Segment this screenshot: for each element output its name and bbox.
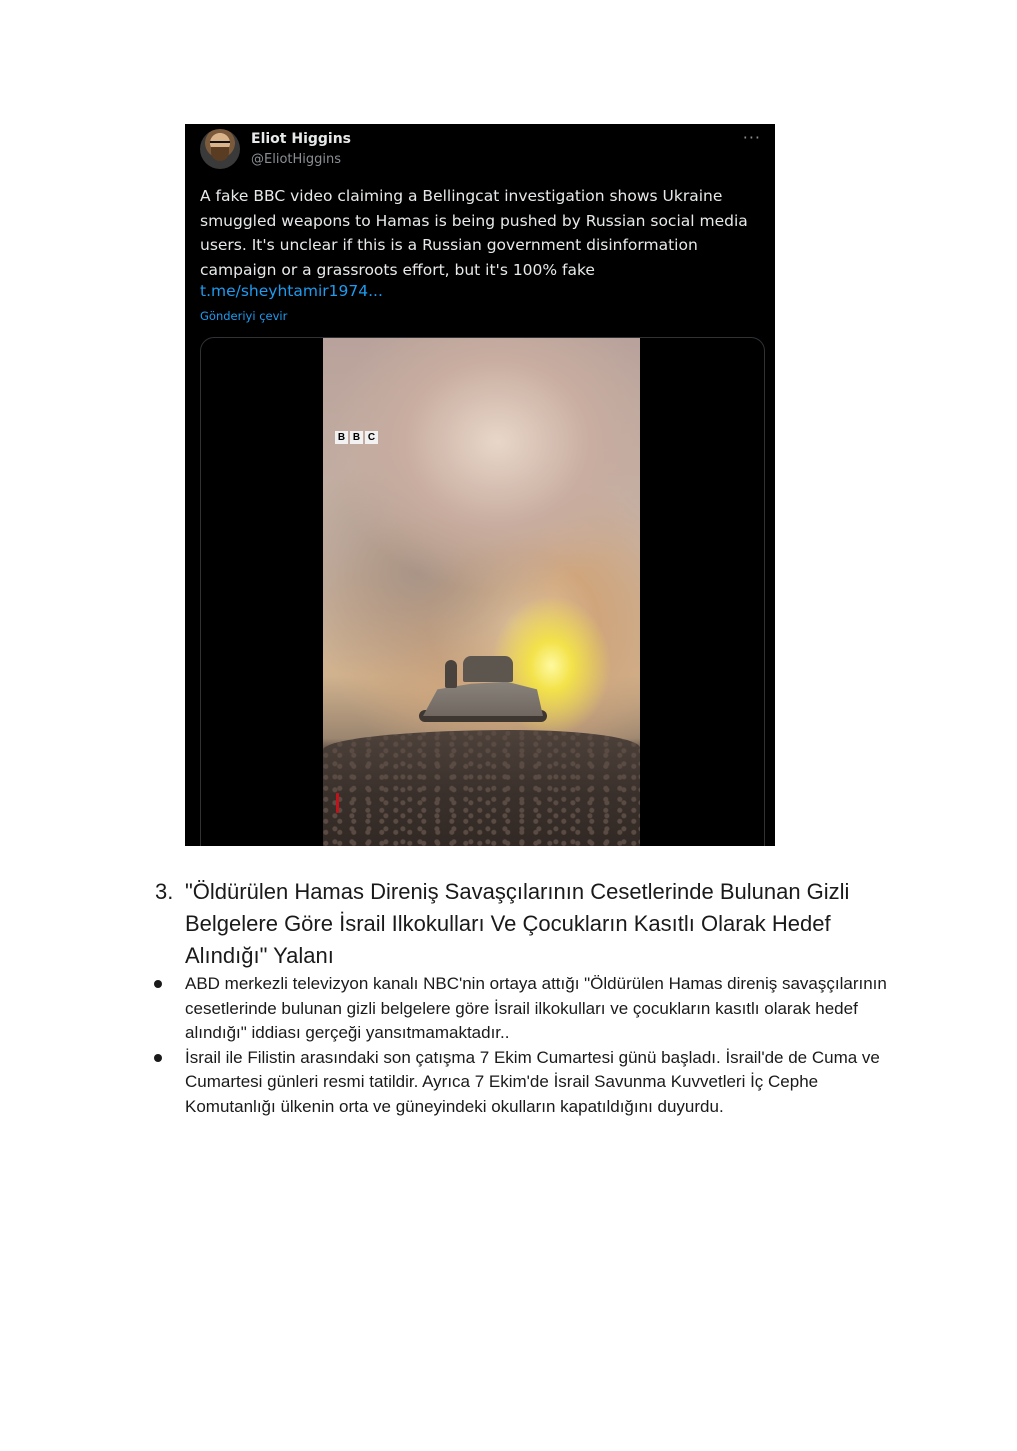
bbc-logo-letter: B	[335, 431, 348, 444]
bbc-logo	[335, 431, 378, 444]
list-item-text: İsrail ile Filistin arasındaki son çatışma 7 Ekim Cumartesi günü başladı. İsrail'de de Cuma ve Cumartesi günleri resmi tatildir. Ayrıca 7 Ekim'de İsrail Savunma Kuvvetleri İç Cephe Komutanlığı ülkenin orta ve güneyindeki okulların kapatıldığını duyurdu.	[185, 1047, 880, 1116]
bullet-icon	[154, 1054, 162, 1062]
more-options-icon[interactable]: ···	[742, 128, 761, 147]
tweet-author-handle[interactable]: @EliotHiggins	[251, 152, 342, 167]
video-ground	[323, 730, 640, 846]
bullet-list	[150, 972, 910, 1119]
bbc-logo-letter: B	[350, 431, 363, 444]
soldier-figure	[445, 660, 457, 688]
video-mark	[336, 793, 339, 813]
bbc-logo-letter: C	[365, 431, 378, 444]
tweet-text: A fake BBC video claiming a Bellingcat investigation shows Ukraine smuggled weapons to Hamas is being pushed by Russian social media users. It's unclear if this is a Russian government disinformation campaign or a grassroots effort, but it's 100% fake	[200, 187, 748, 279]
list-item	[150, 972, 910, 1046]
tweet-screenshot	[185, 124, 775, 846]
tank-body	[423, 678, 543, 716]
tweet-link[interactable]: t.me/sheyhtamir1974...	[200, 282, 383, 300]
bullet-icon	[154, 980, 162, 988]
avatar-beard	[211, 147, 229, 161]
list-item-text: ABD merkezli televizyon kanalı NBC'nin ortaya attığı "Öldürülen Hamas direniş savaşçılarının cesetlerinde bulunan gizli belgelere göre İsrail ilkokulları ve çocukların kasıtlı olarak hedef alındığı" iddiası gerçeği yansıtmamaktadır..	[185, 974, 887, 1042]
avatar[interactable]	[200, 129, 240, 169]
tank-turret	[463, 656, 513, 682]
section-heading	[155, 876, 915, 972]
tweet-author-name[interactable]: Eliot Higgins	[251, 131, 352, 147]
translate-post-link[interactable]: Gönderiyi çevir	[200, 309, 288, 323]
video-frame[interactable]	[323, 338, 640, 846]
section-number: 3.	[155, 879, 174, 904]
section-title: "Öldürülen Hamas Direniş Savaşçılarının Cesetlerinde Bulunan Gizli Belgelere Göre İsrail Ilkokulları Ve Çocukların Kasıtlı Olarak Hedef Alındığı" Yalanı	[185, 879, 850, 968]
list-item	[150, 1046, 910, 1120]
tweet-media[interactable]	[200, 337, 765, 846]
